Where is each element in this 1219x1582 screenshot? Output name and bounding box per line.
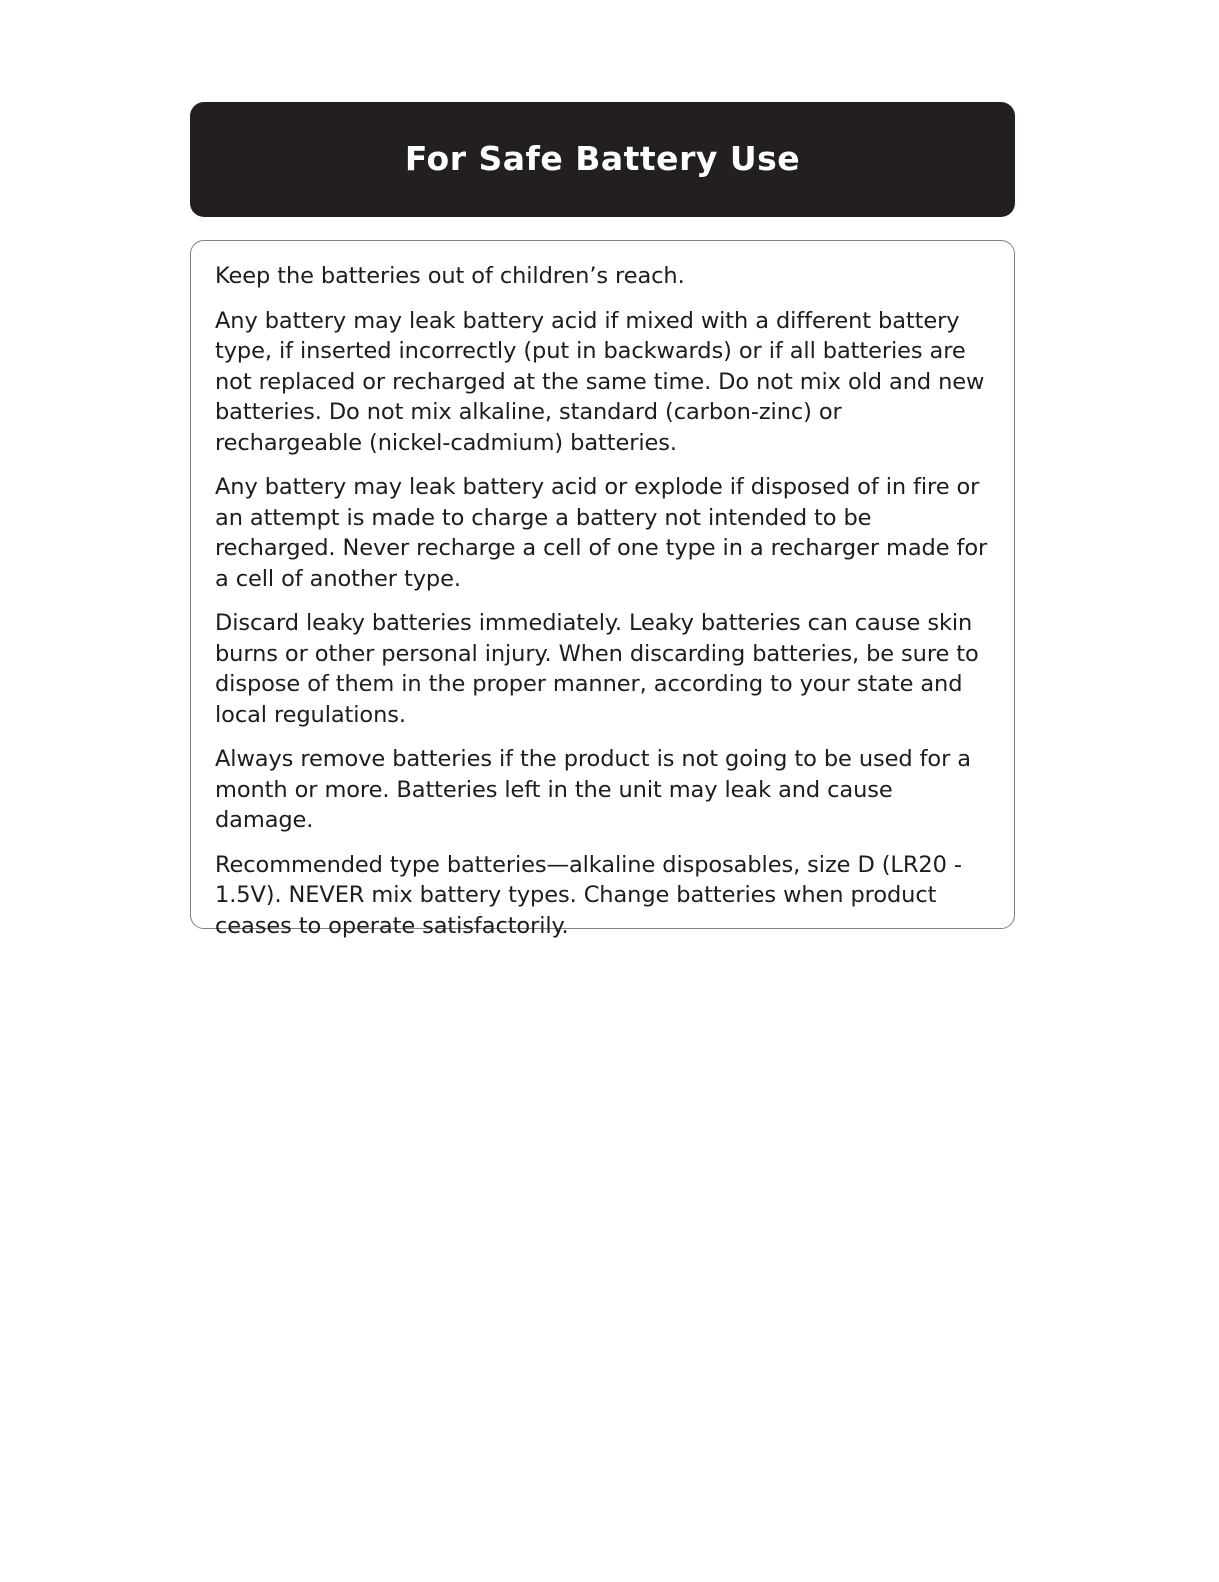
safety-paragraph-remove: Always remove batteries if the product is not going to be used for a month or more. Batteries left in the unit may leak and cause damage.	[215, 746, 971, 833]
safety-paragraph-fire-recharge: Any battery may leak battery acid or explode if disposed of in fire or an attempt is made to charge a battery not intended to be recharged. Never recharge a cell of one type in a recharger made for a cell of another type.	[215, 474, 988, 592]
safety-paragraph-discard: Discard leaky batteries immediately. Leaky batteries can cause skin burns or other personal injury. When discarding batteries, be sure to dispose of them in the proper manner, according to your state and local regulations.	[215, 610, 979, 728]
safety-paragraph-recommended: Recommended type batteries—alkaline disposables, size D (LR20 - 1.5V). NEVER mix battery types. Change batteries when product ceases to operate satisfactorily.	[215, 851, 962, 939]
safety-paragraph-children: Keep the batteries out of children’s reach.	[215, 263, 685, 289]
safety-content-box	[190, 240, 1015, 939]
title-banner	[190, 102, 1015, 217]
safety-paragraph-mixing: Any battery may leak battery acid if mixed with a different battery type, if inserted incorrectly (put in backwards) or if all batteries are not replaced or recharged at the same time. Do not mix old and new batteries. Do not mix alkaline, standard (carbon-zinc) or rechargeable (nickel-cadmium) batteries.	[215, 307, 985, 456]
page-title: For Safe Battery Use	[404, 139, 801, 178]
